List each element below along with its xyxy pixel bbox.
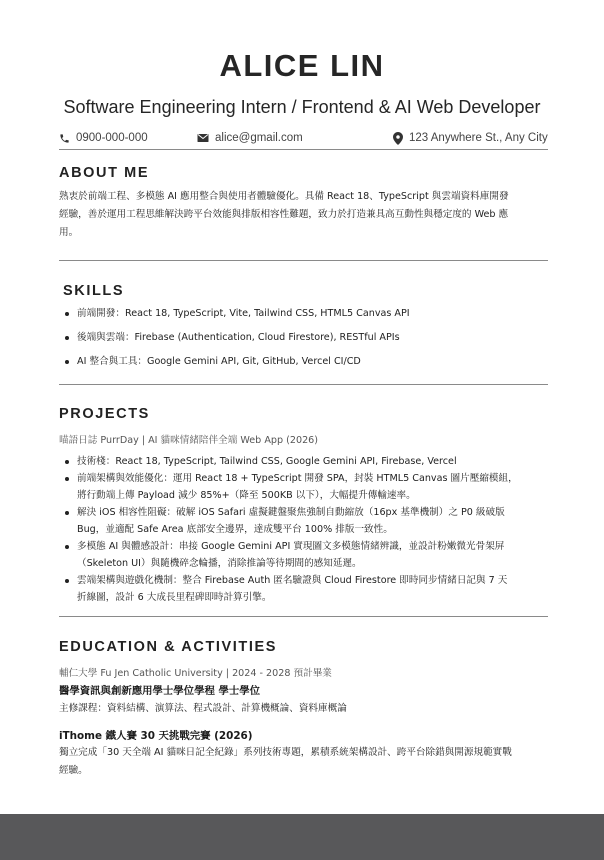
school-line: 輔仁大學 Fu Jen Catholic University | 2024 - 2028 預計畢業 bbox=[59, 668, 332, 679]
mail-icon bbox=[197, 133, 209, 143]
address-text: 123 Anywhere St., Any City bbox=[409, 132, 548, 144]
skills-heading: SKILLS bbox=[63, 283, 125, 299]
degree-line: 醫學資訊與創新應用學士學位學程 學士學位 bbox=[59, 685, 261, 697]
about-text bbox=[59, 188, 547, 242]
activity-line: 經驗。 bbox=[59, 765, 88, 776]
project-line: 前端架構與效能優化：運用 React 18 + TypeScript 開發 SPA，封裝 HTML5 Canvas 圖片壓縮模組， bbox=[77, 473, 518, 484]
about-line: 熟衷於前端工程、多模態 AI 應用整合與使用者體驗優化。具備 React 18、TypeScript 與雲端資料庫開發 bbox=[59, 191, 509, 202]
activity-line: 獨立完成「30 天全端 AI 貓咪日記全紀錄」系列技術專題，累積系統架構設計、跨平台除錯與開源規範實戰 bbox=[59, 747, 512, 758]
project-line: 雲端架構與遊戲化機制：整合 Firebase Auth 匿名驗證與 Cloud Firestore 即時同步情緒日記與 7 天 bbox=[77, 575, 508, 586]
divider bbox=[59, 384, 548, 385]
project-line: 解決 iOS 相容性阻礙：破解 iOS Safari 虛擬鍵盤聚焦強制自動縮放（16px 基準機制）之 P0 級破版 bbox=[77, 507, 505, 518]
project-item bbox=[59, 504, 547, 538]
project-line: 技術棧：React 18, TypeScript, Tailwind CSS, Google Gemini API, Firebase, Vercel bbox=[77, 456, 457, 467]
email-text: alice@gmail.com bbox=[215, 132, 303, 144]
activity-title: iThome 鐵人賽 30 天挑戰完賽 (2026) bbox=[59, 730, 253, 742]
divider bbox=[59, 260, 548, 261]
divider bbox=[59, 149, 548, 150]
location-pin-icon bbox=[393, 132, 403, 145]
project-subtitle: 喵語日誌 PurrDay | AI 貓咪情緒陪伴全端 Web App (2026) bbox=[59, 435, 319, 446]
divider bbox=[59, 616, 548, 617]
project-line: （Skeleton UI）與隨機碎念輪播，消除推論等待期間的感知延遲。 bbox=[77, 558, 362, 569]
projects-heading: PROJECTS bbox=[59, 406, 150, 422]
skill-item: 前端開發：React 18, TypeScript, Vite, Tailwind CSS, HTML5 Canvas API bbox=[59, 305, 547, 329]
contact-email bbox=[197, 130, 303, 146]
footer-bar bbox=[0, 814, 604, 860]
courses-line: 主修課程：資料結構、演算法、程式設計、計算機概論、資料庫概論 bbox=[59, 703, 347, 714]
contact-address bbox=[393, 130, 548, 146]
skills-list bbox=[59, 305, 547, 377]
project-line: 將行動端上傳 Payload 減少 85%+（降至 500KB 以下），大幅提升傳輸速率。 bbox=[77, 490, 416, 501]
project-list bbox=[59, 453, 547, 606]
project-item bbox=[59, 538, 547, 572]
skill-item: 後端與雲端：Firebase (Authentication, Cloud Firestore), RESTful APIs bbox=[59, 329, 547, 353]
skill-item: AI 整合與工具：Google Gemini API, Git, GitHub, Vercel CI/CD bbox=[59, 353, 547, 377]
project-item bbox=[59, 572, 547, 606]
project-line: 折線圖，設計 6 大成長里程碑即時計算引擎。 bbox=[77, 592, 272, 603]
project-item bbox=[59, 453, 547, 470]
project-item bbox=[59, 470, 547, 504]
contact-phone bbox=[59, 130, 148, 146]
about-line: 用。 bbox=[59, 227, 79, 238]
education-heading: EDUCATION & ACTIVITIES bbox=[59, 639, 278, 655]
project-line: 多模態 AI 與體感設計：串接 Google Gemini API 實現圖文多模態情緒辨識，並設計粉嫩微光骨架屏 bbox=[77, 541, 505, 552]
activity-text bbox=[59, 744, 547, 780]
about-heading: ABOUT ME bbox=[59, 165, 150, 181]
project-line: Bug，並適配 Safe Area 底部安全邊界，達成雙平台 100% 排版一致性。 bbox=[77, 524, 393, 535]
phone-icon bbox=[59, 133, 70, 144]
candidate-name: ALICE LIN bbox=[219, 48, 385, 83]
phone-text: 0900-000-000 bbox=[76, 132, 148, 144]
about-line: 經驗，善於運用工程思維解決跨平台效能與排版相容性難題，致力於打造兼具高互動性與穩定度的 Web 應 bbox=[59, 209, 509, 220]
job-title: Software Engineering Intern / Frontend & AI Web Developer bbox=[63, 97, 541, 117]
